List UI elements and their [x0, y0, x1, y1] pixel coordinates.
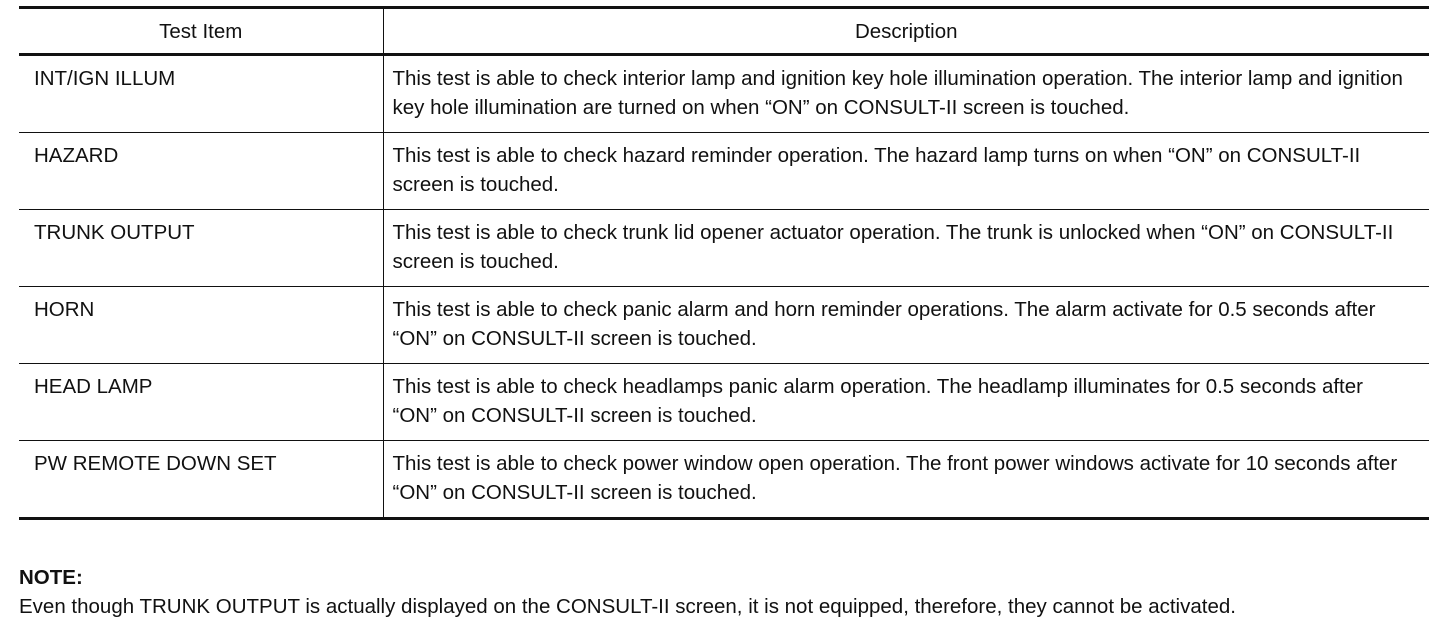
description-cell: This test is able to check interior lamp and ignition key hole illumination operation. The interior lamp and ignition key hole illumination are turned on when “ON” on CONSULT-II screen is touched.	[383, 55, 1429, 133]
description-cell: This test is able to check headlamps panic alarm operation. The headlamp illuminates for 0.5 seconds after “ON” on CONSULT-II screen is touched.	[383, 364, 1429, 441]
description-cell: This test is able to check trunk lid opener actuator operation. The trunk is unlocked when “ON” on CONSULT-II screen is touched.	[383, 210, 1429, 287]
table-row	[19, 364, 1429, 441]
header-row	[19, 8, 1429, 55]
table-body	[19, 55, 1429, 519]
description-cell: This test is able to check hazard reminder operation. The hazard lamp turns on when “ON” on CONSULT-II screen is touched.	[383, 133, 1429, 210]
note-block	[19, 563, 1439, 621]
header-description: Description	[383, 8, 1429, 55]
note-text: Even though TRUNK OUTPUT is actually displayed on the CONSULT-II screen, it is not equipped, therefore, they cannot be activated.	[19, 595, 1236, 618]
table-header	[19, 8, 1429, 55]
test-item-cell: PW REMOTE DOWN SET	[19, 441, 383, 519]
note-title: NOTE:	[19, 566, 83, 589]
table-row	[19, 133, 1429, 210]
description-cell: This test is able to check panic alarm and horn reminder operations. The alarm activate for 0.5 seconds after “ON” on CONSULT-II screen is touched.	[383, 287, 1429, 364]
description-cell: This test is able to check power window open operation. The front power windows activate for 10 seconds after “ON” on CONSULT-II screen is touched.	[383, 441, 1429, 519]
header-test-item: Test Item	[19, 8, 383, 55]
test-item-cell: HEAD LAMP	[19, 364, 383, 441]
test-item-cell: HAZARD	[19, 133, 383, 210]
test-item-cell: HORN	[19, 287, 383, 364]
table-row	[19, 441, 1429, 519]
active-test-table	[19, 6, 1429, 520]
test-item-cell: INT/IGN ILLUM	[19, 55, 383, 133]
table-row	[19, 210, 1429, 287]
table-row	[19, 55, 1429, 133]
table-row	[19, 287, 1429, 364]
test-item-cell: TRUNK OUTPUT	[19, 210, 383, 287]
